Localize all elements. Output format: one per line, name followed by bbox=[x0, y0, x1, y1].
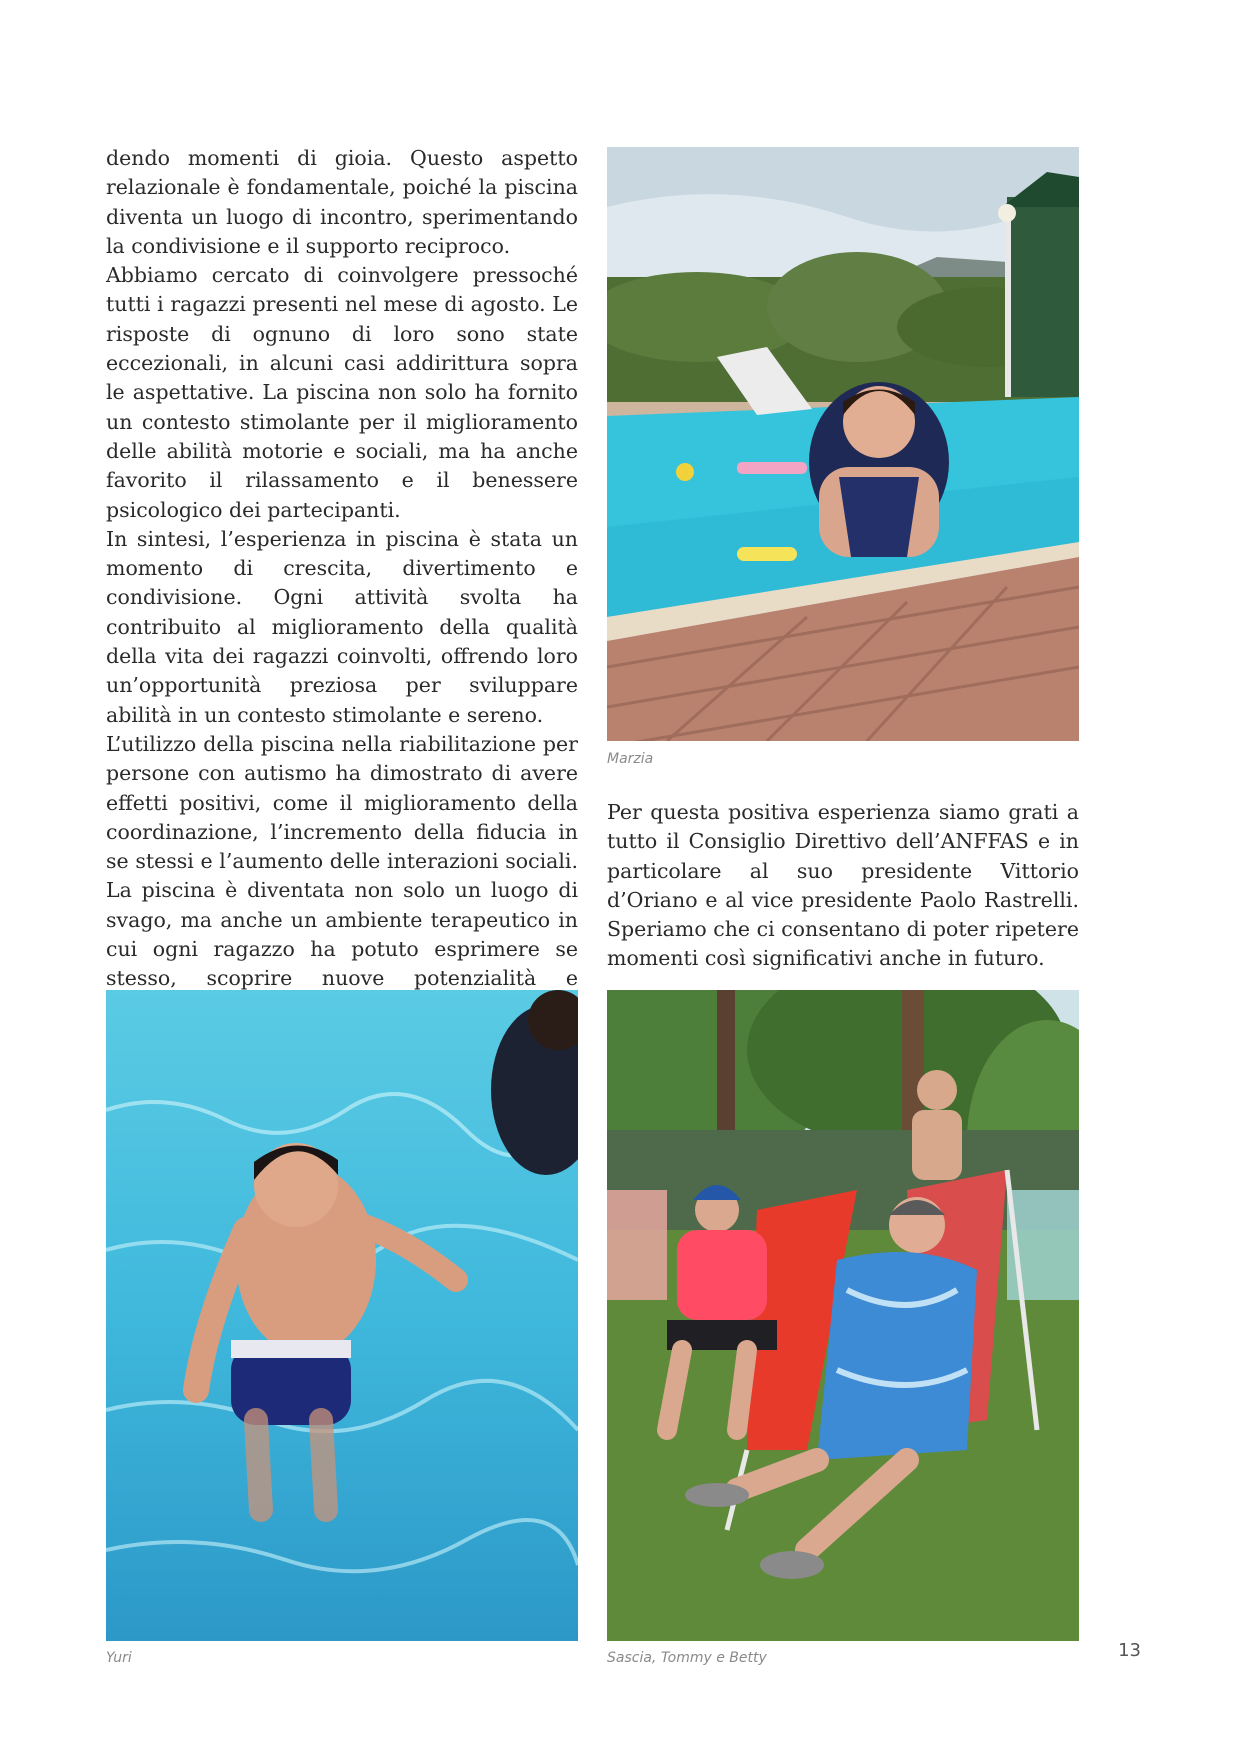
photo-yuri-pool bbox=[106, 990, 578, 1641]
paragraph: L’utilizzo della piscina nella riabilitazione per persone con autismo ha dimostrato di avere effetti positivi, come il miglioramento della coordinazione, l’incremento della fiducia in se stessi e l’aumento delle interazioni sociali. La piscina è diventata non solo un luogo di svago, ma anche un ambiente terapeutico in cui ogni ragazzo ha potuto esprimere se stesso, scoprire nuove potenzialità e bbox=[106, 731, 578, 991]
paragraph: Abbiamo cercato di coinvolgere pressoché tutti i ragazzi presenti nel mese di agosto. Le risposte di ognuno di loro sono state eccezionali, in alcuni casi addirittura sopra le aspettative. La piscina non solo ha fornito un contesto stimolante per il miglioramento delle abilità motorie e sociali, ma ha anche favorito il rilassamento e il benessere psicologico dei partecipanti. bbox=[106, 263, 578, 522]
photo-group-garden bbox=[607, 990, 1079, 1641]
paragraph: In sintesi, l’esperienza in piscina è stata un momento di crescita, divertimento e condivisione. Ogni attività svolta ha contribuito al miglioramento della qualità della vita dei ragazzi coinvolti, offrendo loro un’opportunità preziosa per sviluppare abilità in un contesto stimolante e sereno. bbox=[106, 526, 578, 727]
right-text-column bbox=[607, 798, 1079, 974]
paragraph: dendo momenti di gioia. Questo aspetto relazionale è fondamentale, poiché la piscina diventa un luogo di incontro, sperimentando la condivisione e il supporto reciproco. bbox=[106, 146, 578, 258]
photo-caption: Sascia, Tommy e Betty bbox=[607, 1650, 767, 1666]
paragraph: Per questa positiva esperienza siamo grati a tutto il Consiglio Direttivo dell’ANFFAS e in particolare al suo presidente Vittorio d’Oriano e al vice presidente Paolo Rastrelli. Speriamo che ci consentano di poter ripetere momenti così significativi anche in futuro. bbox=[607, 800, 1079, 971]
photo-marzia-pool bbox=[607, 147, 1079, 741]
left-text-column bbox=[106, 144, 578, 1023]
page-number: 13 bbox=[1118, 1640, 1141, 1661]
photo-caption: Marzia bbox=[607, 751, 654, 767]
photo-caption: Yuri bbox=[106, 1650, 132, 1666]
